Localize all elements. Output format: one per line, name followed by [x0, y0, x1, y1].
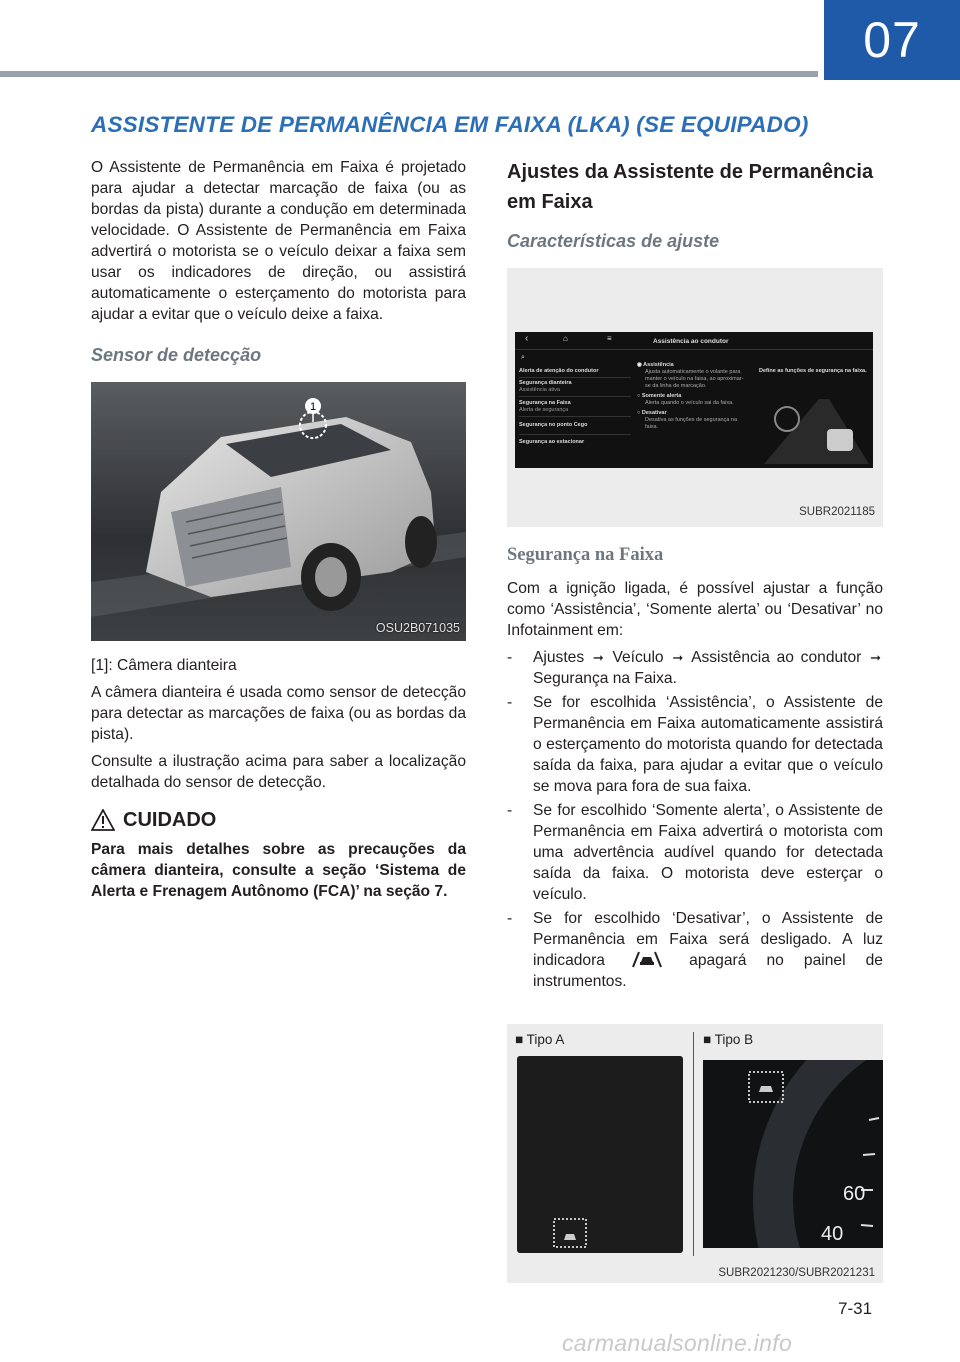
- section-heading: Segurança na Faixa: [507, 545, 664, 565]
- type-b-display: [703, 1060, 883, 1248]
- screen-option-1: Assistência: [643, 362, 674, 368]
- sensor-paragraph-2: Consulte a ilustração acima para saber a localização detalhada do sensor de detecção.: [91, 753, 466, 791]
- screen-menu-item: Alerta de segurança: [519, 407, 631, 417]
- type-b-label: ■ Tipo B: [703, 1032, 754, 1047]
- settings-heading: Ajustes da Assistente de Permanência em Faixa: [507, 161, 874, 213]
- screen-menu-item: Assistência ativa: [519, 387, 631, 397]
- infotainment-screen: [515, 332, 873, 468]
- suv-illustration: [91, 382, 466, 641]
- caution-title: CUIDADO: [123, 808, 217, 831]
- bullet4-part-b: apagará no painel de instrumentos.: [533, 952, 883, 990]
- path-assistencia: Assistência ao condutor: [691, 649, 862, 666]
- gauge-60: 60: [843, 1183, 866, 1205]
- settings-subheading: Características de ajuste: [507, 231, 720, 251]
- watermark: carmanualsonline.info: [562, 1330, 793, 1356]
- path-veiculo: Veículo: [612, 649, 664, 666]
- camera-marker: 1: [309, 401, 317, 413]
- arrow-icon: ➞: [672, 650, 684, 665]
- screen-menu-item: Segurança no ponto Cego: [519, 417, 631, 435]
- settings-paragraph: Com a ignição ligada, é possível ajustar a função como ‘Assistência’, ‘Somente alerta’ ou ‘Desativar’ no Infotainment em:: [507, 580, 883, 639]
- screen-menu-item: Segurança na Faixa: [519, 400, 571, 406]
- screen-right-text: Define as funções de segurança na faixa.: [759, 368, 867, 374]
- figure1-caption: [1]: Câmera dianteira: [91, 657, 237, 674]
- screen-topbar: [515, 332, 873, 350]
- page-title: ASSISTENTE DE PERMANÊNCIA EM FAIXA (LKA) (SE EQUIPADO): [91, 112, 809, 137]
- speedometer: [703, 1060, 883, 1248]
- back-icon: ‹: [525, 333, 529, 344]
- type-a-label: ■ Tipo A: [515, 1032, 565, 1047]
- sensor-paragraph-1: A câmera dianteira é usada como sensor de detecção para detectar as marcações de faixa (ou as bordas da pista).: [91, 684, 466, 743]
- list-item: [507, 908, 883, 992]
- screen-menu-item: Alerta de atenção do condutor: [519, 366, 631, 378]
- infotainment-figure: [507, 268, 883, 527]
- screen-menu-item: Segurança dianteira: [519, 380, 572, 386]
- menu-icon: ≡: [607, 334, 612, 343]
- path-ajustes: Ajustes: [533, 649, 585, 666]
- bullet4-part-a: Se for escolhido ‘Desativar’, o Assistente de Permanência em Faixa será desligado. A luz indicadora: [533, 910, 883, 969]
- cluster-figure: [507, 1024, 883, 1283]
- top-rule: [0, 71, 818, 77]
- screen-search-icon: ⌕: [521, 354, 525, 361]
- warning-triangle-icon: [91, 809, 115, 831]
- type-a-lka-icon: [553, 1218, 587, 1248]
- screen-option-2: Somente alerta: [641, 393, 682, 399]
- settings-list: [507, 647, 883, 992]
- screen-option-1-desc: Ajusta automaticamente o volante para manter o veículo na faixa, ao aproximar-se da linha de marcação.: [645, 369, 744, 389]
- page-number: 7-31: [838, 1299, 873, 1318]
- caution-header: [91, 809, 466, 831]
- screen-option-3-desc: Desativa as funções de segurança na faixa.: [645, 417, 738, 430]
- arrow-icon: ➞: [592, 650, 604, 665]
- chapter-tab: [824, 0, 960, 80]
- right-column: [507, 157, 883, 995]
- screen-option-3: Desativar: [641, 410, 667, 416]
- caution-text: Para mais detalhes sobre as precauções da câmera dianteira, consulte a seção ‘Sistema de Alerta e Frenagem Autônomo (FCA)’ na seção 7.: [91, 841, 466, 900]
- lka-indicator-icon: [629, 950, 665, 968]
- home-icon: ⌂: [563, 334, 568, 343]
- type-a-display: [517, 1056, 683, 1253]
- screen-options: ◉ Assistência Ajusta automaticamente o volante para manter o veículo na faixa, ao aproximar-se da linha de marcação. ○ Somente alerta Alerta quando o veículo sai da faixa. ○ Desativar Desativa as funções de segurança na faixa.: [637, 362, 749, 431]
- gauge-40: 40: [821, 1223, 844, 1245]
- chapter-number: 07: [863, 12, 921, 68]
- path-seguranca: Segurança na Faixa.: [533, 670, 677, 687]
- lane-graphic: [759, 384, 869, 464]
- figure-divider: [693, 1032, 694, 1256]
- screen-menu-item: Segurança ao estacionar: [519, 439, 585, 445]
- left-column: [91, 157, 466, 902]
- figure1-code: OSU2B071035: [375, 621, 460, 635]
- type-b-lka-icon: [759, 1086, 773, 1092]
- arrow-icon: ➞: [870, 650, 881, 665]
- screen-menu-title: Assistência ao condutor: [653, 338, 729, 345]
- sensor-heading: Sensor de detecção: [91, 345, 262, 365]
- screen-option-2-desc: Alerta quando o veículo sai da faixa.: [645, 400, 734, 406]
- screen-left-menu: [519, 366, 631, 446]
- figure2-code: SUBR2021185: [799, 506, 875, 518]
- figure3-code: SUBR2021230/SUBR2021231: [718, 1267, 875, 1279]
- front-camera-figure: [91, 382, 466, 641]
- intro-paragraph: O Assistente de Permanência em Faixa é projetado para ajudar a detectar marcação de faixa (ou as bordas da pista) durante a condução em determinada velocidade. O Assistente de Permanência em Faixa advertirá o motorista se o veículo deixar a faixa sem usar os indicadores de direção, ou assistirá automaticamente o esterçamento do motorista para ajudar a evitar que o veículo deixe a faixa.: [91, 159, 466, 323]
- list-item: - Se for escolhida ‘Assistência’, o Assistente de Permanência em Faixa automaticamente assistirá o esterçamento do motorista quando for detectada saída da faixa, para ajudar a evitar que o veículo se mova para fora de sua faixa.: [507, 692, 883, 797]
- list-item: - Se for escolhido ‘Somente alerta’, o Assistente de Permanência em Faixa advertirá o motorista com uma advertência audível quando for detectada saída da faixa. O motorista deve esterçar o veículo.: [507, 800, 883, 905]
- list-item: [507, 647, 883, 689]
